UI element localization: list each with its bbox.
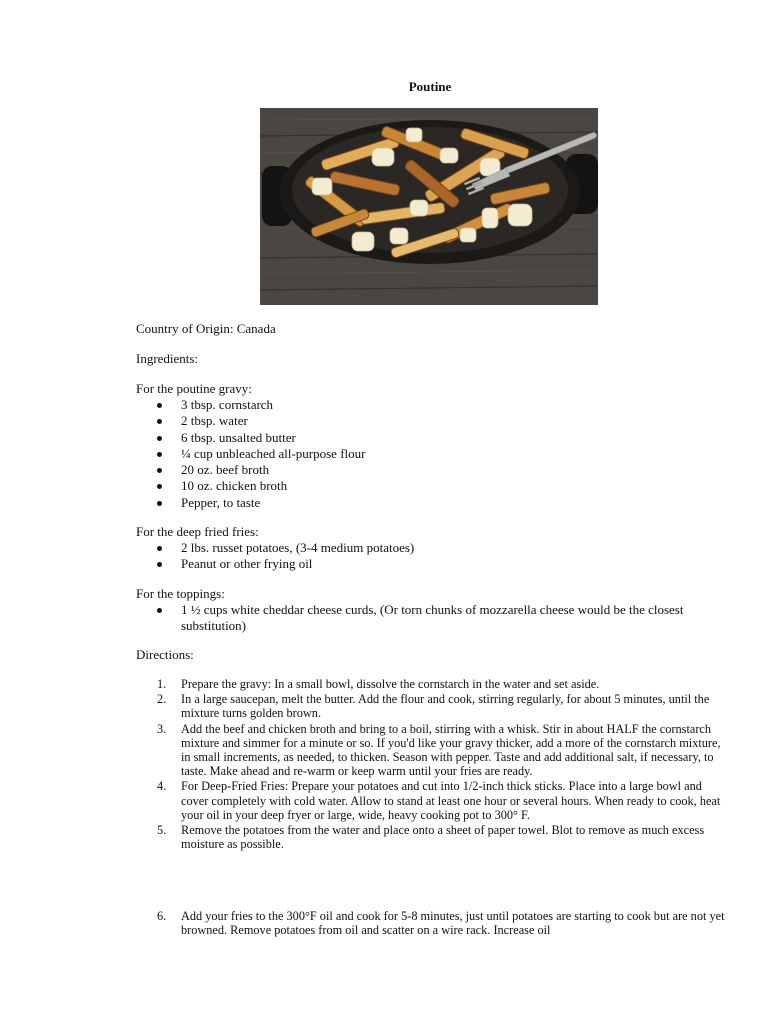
gravy-ingredient-list: [136, 397, 736, 511]
gravy-heading: For the poutine gravy:: [136, 381, 252, 396]
direction-step: 5. Remove the potatoes from the water and place onto a sheet of paper towel. Blot to remove as much excess moisture as possible.: [157, 823, 705, 852]
list-item: Pepper, to taste: [136, 495, 736, 511]
ingredients-heading: Ingredients:: [136, 351, 199, 366]
bullet-icon: [157, 484, 162, 489]
bullet-icon: [157, 419, 162, 424]
country-of-origin: Country of Origin: Canada: [136, 321, 276, 336]
toppings-ingredient-list: [136, 602, 726, 635]
direction-step: 1. Prepare the gravy: In a small bowl, dissolve the cornstarch in the water and set aside.: [157, 677, 600, 691]
directions-heading: Directions:: [136, 647, 194, 662]
directions-list-continued: [136, 909, 726, 938]
bullet-icon: [157, 562, 162, 567]
fries-heading: For the deep fried fries:: [136, 524, 259, 539]
direction-step: 4. For Deep-Fried Fries: Prepare your potatoes and cut into 1/2-inch thick sticks. Place into a large bowl and cover completely with cold water. Allow to stand at least one hour or several hours. When ready to cook, heat your oil in your deep fryer or large, wide, heavy cooking pot to 300° F.: [157, 779, 721, 822]
bullet-icon: [157, 546, 162, 551]
directions-list: [136, 677, 726, 852]
bullet-icon: [157, 501, 162, 506]
list-item: 1 ½ cups white cheddar cheese curds, (Or torn chunks of mozzarella cheese would be the closest substitution): [136, 602, 726, 635]
direction-step: 3. Add the beef and chicken broth and bring to a boil, stirring with a whisk. Stir in about HALF the cornstarch mixture and simmer for a minute or so. If you'd like your gravy thicker, add a more of the cornstarch mixture, in small increments, as needed, to thicken. Season with pepper. Taste and add additional salt, if necessary, to taste. Make ahead and re-warm or keep warm until your fries are ready.: [157, 721, 721, 779]
list-item: 2 tbsp. water: [136, 413, 736, 429]
poutine-photo: [260, 108, 598, 305]
direction-step: 2. In a large saucepan, melt the butter. Add the flour and cook, stirring regularly, for about 5 minutes, until the mixture turns golden brown.: [157, 692, 710, 721]
list-item: 2 lbs. russet potatoes, (3-4 medium potatoes): [136, 540, 736, 556]
bullet-icon: [157, 608, 162, 613]
list-item: 20 oz. beef broth: [136, 462, 736, 478]
list-item: 10 oz. chicken broth: [136, 478, 736, 494]
toppings-heading: For the toppings:: [136, 586, 225, 601]
poutine-image: [260, 108, 598, 305]
bullet-icon: [157, 452, 162, 457]
list-item: Peanut or other frying oil: [136, 556, 736, 572]
direction-step: 6. Add your fries to the 300°F oil and cook for 5-8 minutes, just until potatoes are starting to cook but are not yet browned. Remove potatoes from oil and scatter on a wire rack. Increase oil: [157, 909, 725, 938]
list-item: ¼ cup unbleached all-purpose flour: [136, 446, 736, 462]
recipe-title: Poutine: [408, 79, 452, 94]
bullet-icon: [157, 436, 162, 441]
list-item: 6 tbsp. unsalted butter: [136, 430, 736, 446]
bullet-icon: [157, 403, 162, 408]
list-item: 3 tbsp. cornstarch: [136, 397, 736, 413]
bullet-icon: [157, 468, 162, 473]
fries-ingredient-list: [136, 540, 736, 573]
